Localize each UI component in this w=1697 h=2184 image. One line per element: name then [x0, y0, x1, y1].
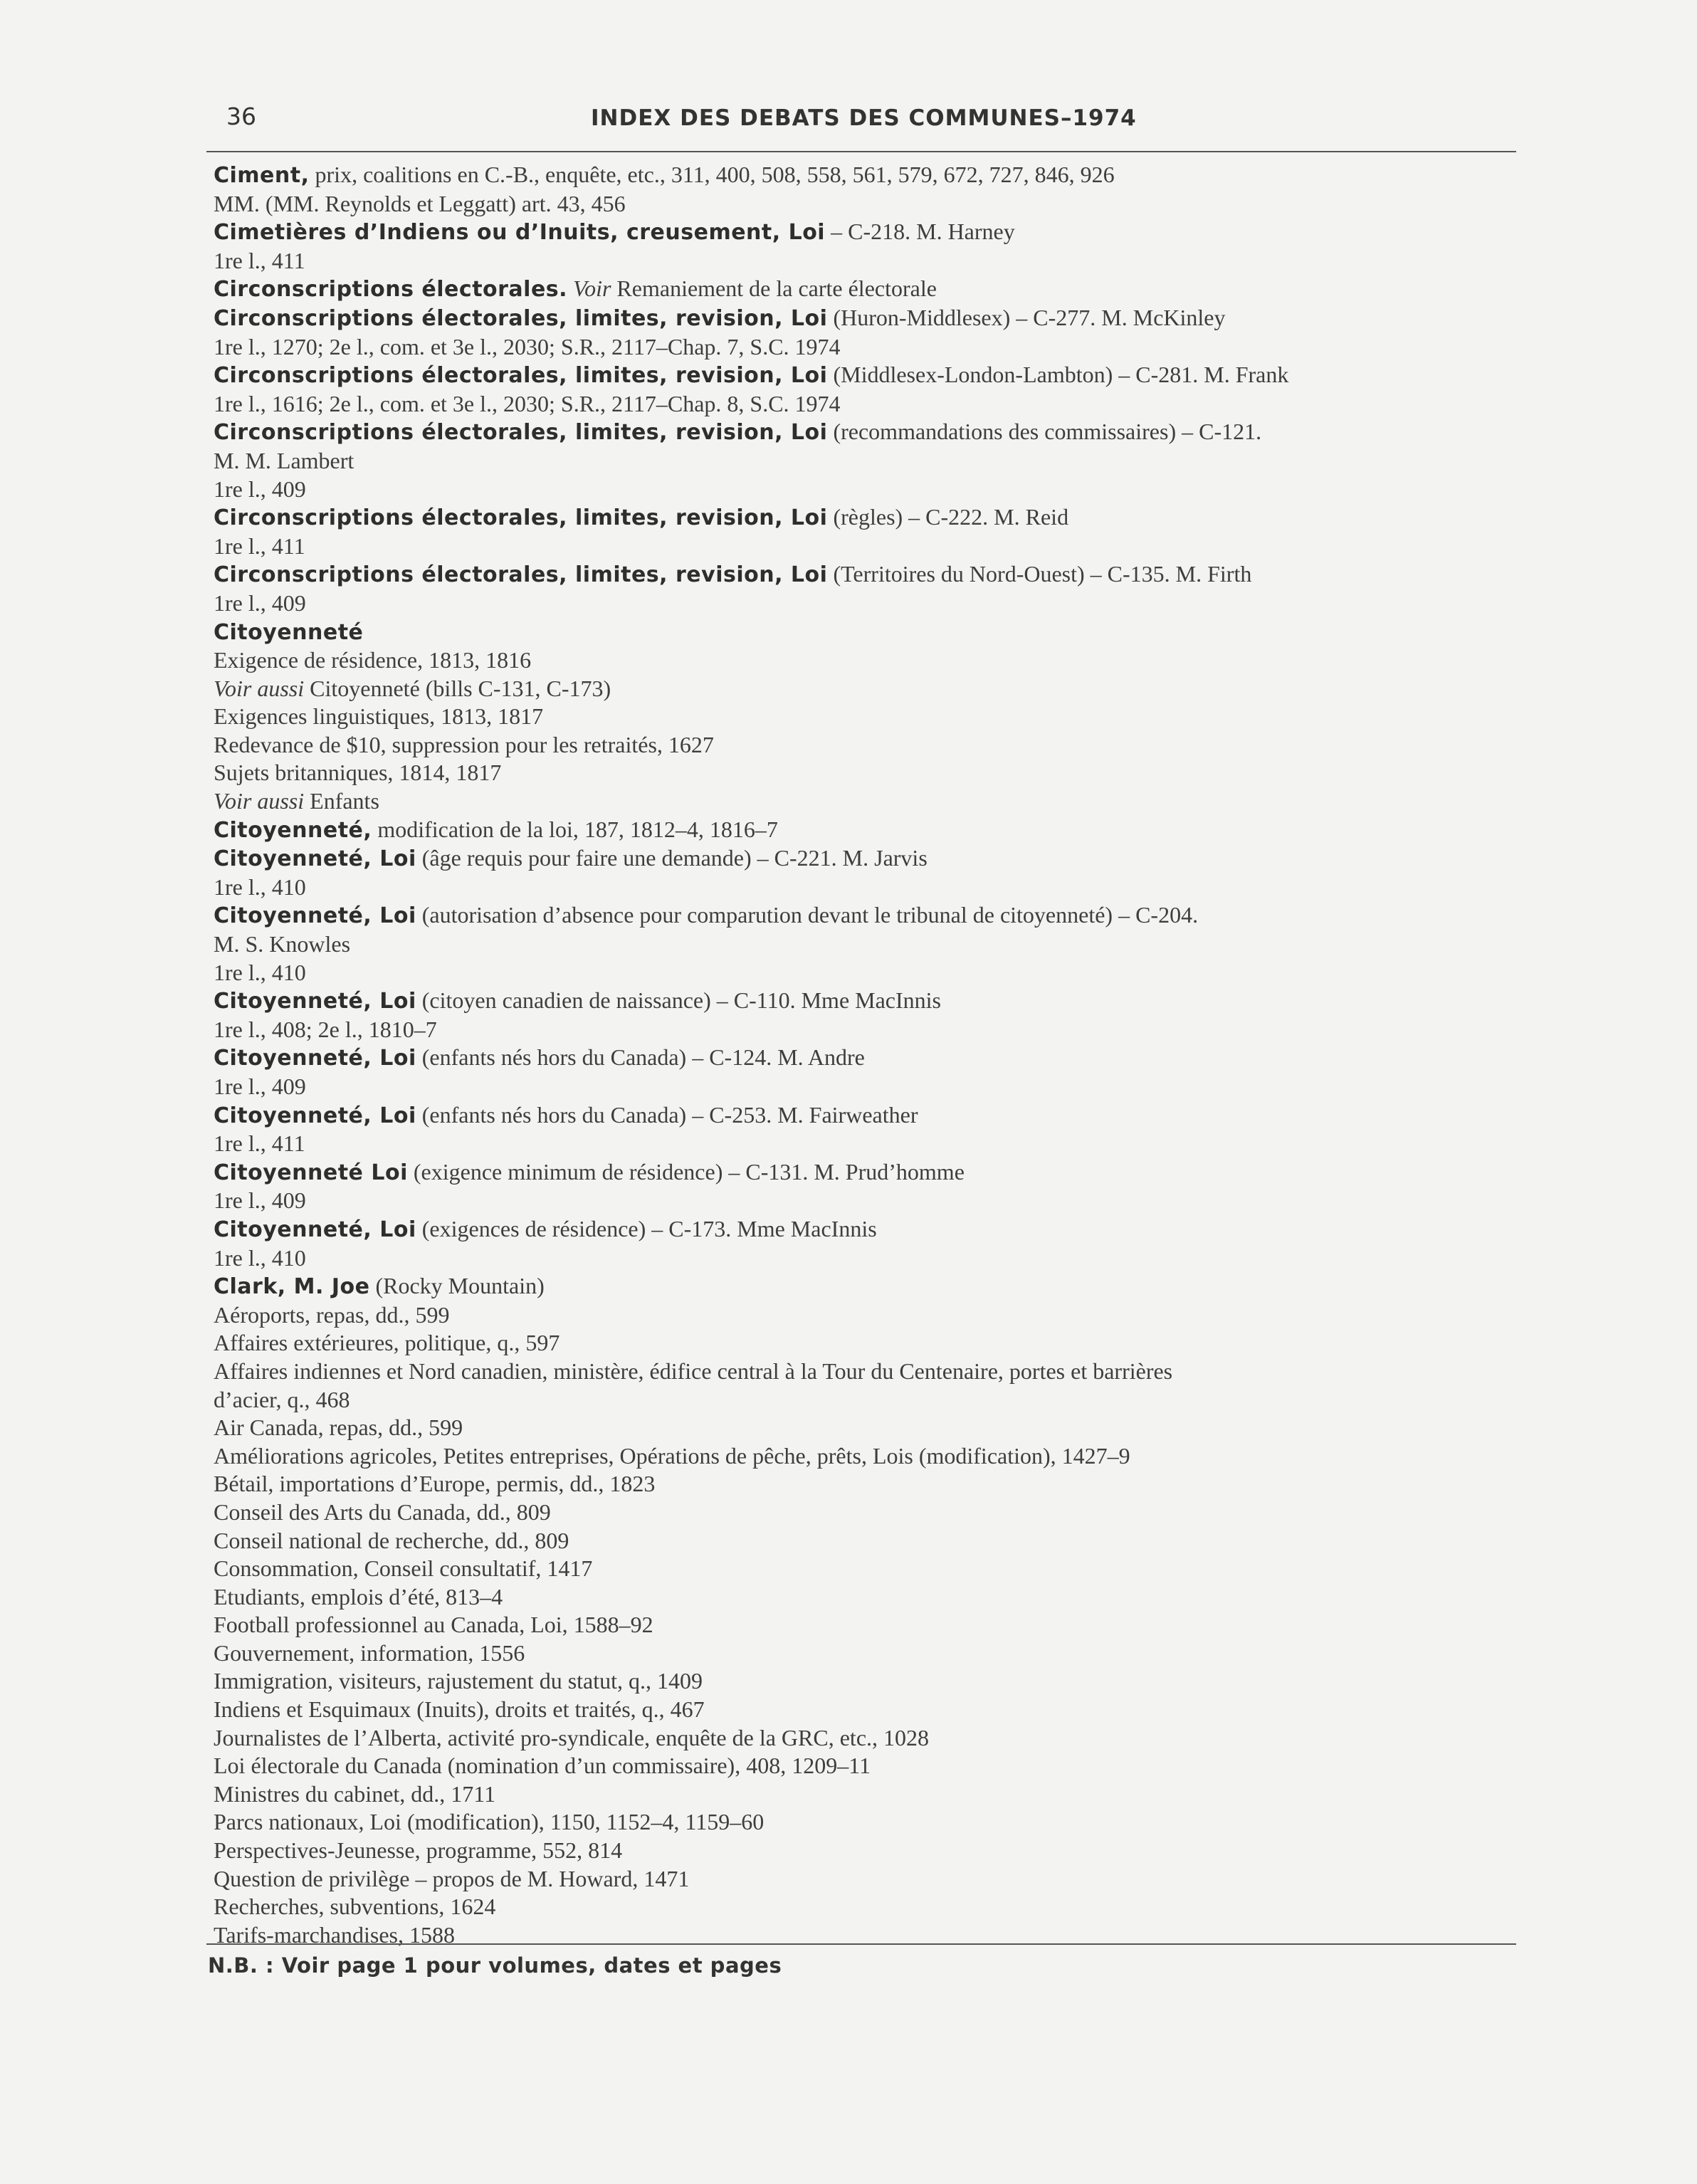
entry-text: Améliorations agricoles, Petites entreprises, Opérations de pêche, prêts, Lois (modification), 1427–9 — [214, 1442, 1130, 1469]
entry-text: Parcs nationaux, Loi (modification), 1150, 1152–4, 1159–60 — [214, 1809, 765, 1835]
index-entry — [214, 618, 1509, 647]
index-subline — [214, 1414, 1509, 1442]
entry-text: (âge requis pour faire une demande) – C-221. M. Jarvis — [416, 845, 928, 871]
index-entry — [214, 361, 1509, 390]
index-list — [214, 161, 1509, 1949]
index-entry — [214, 1101, 1509, 1130]
index-subline — [214, 646, 1509, 675]
index-entry — [214, 1044, 1509, 1073]
index-subline — [214, 703, 1509, 731]
index-subline — [214, 1893, 1509, 1921]
index-subline — [214, 1442, 1509, 1471]
index-subline — [214, 930, 1509, 959]
index-subline — [214, 759, 1509, 787]
entry-text: d’acier, q., 468 — [214, 1386, 350, 1412]
entry-text: 1re l., 411 — [214, 247, 305, 273]
entry-text: 1re l., 409 — [214, 1187, 306, 1214]
entry-text: (citoyen canadien de naissance) – C-110. Mme MacInnis — [416, 987, 941, 1014]
index-entry — [214, 1158, 1509, 1187]
entry-heading: Citoyenneté, — [214, 817, 372, 843]
index-subline — [214, 1386, 1509, 1414]
entry-text: 1re l., 409 — [214, 476, 306, 502]
entry-text: Indiens et Esquimaux (Inuits), droits et traités, q., 467 — [214, 1696, 705, 1723]
entry-text: Exigence de résidence, 1813, 1816 — [214, 647, 532, 673]
index-subline — [214, 731, 1509, 760]
index-entry — [214, 844, 1509, 873]
index-subline — [214, 873, 1509, 902]
index-entry — [214, 418, 1509, 447]
entry-text: M. M. Lambert — [214, 447, 354, 473]
index-subline — [214, 447, 1509, 476]
entry-text: (Huron-Middlesex) – C-277. M. McKinley — [827, 304, 1226, 330]
index-subline — [214, 1498, 1509, 1527]
entry-text: 1re l., 411 — [214, 532, 305, 559]
entry-text: Consommation, Conseil consultatif, 1417 — [214, 1555, 593, 1582]
entry-text: 1re l., 409 — [214, 589, 306, 616]
entry-text: Conseil national de recherche, dd., 809 — [214, 1527, 569, 1553]
entry-heading: Citoyenneté — [214, 619, 364, 645]
entry-text: Air Canada, repas, dd., 599 — [214, 1414, 463, 1441]
entry-text: 1re l., 410 — [214, 1244, 306, 1271]
index-subline — [214, 1016, 1509, 1044]
entry-text: 1re l., 411 — [214, 1130, 305, 1157]
index-entry — [214, 560, 1509, 589]
entry-text: modification de la loi, 187, 1812–4, 1816–7 — [372, 816, 778, 842]
index-subline — [214, 1921, 1509, 1950]
index-subline — [214, 1329, 1509, 1358]
entry-text: (Territoires du Nord-Ouest) – C-135. M. Firth — [827, 561, 1252, 587]
entry-heading: Citoyenneté, Loi — [214, 1103, 416, 1128]
index-subline — [214, 1555, 1509, 1583]
index-subline — [214, 589, 1509, 618]
index-subline — [214, 1611, 1509, 1639]
index-subline — [214, 1808, 1509, 1837]
index-subline — [214, 333, 1509, 362]
entry-see-ref: Voir aussi — [214, 788, 305, 814]
entry-text: Perspectives-Jeunesse, programme, 552, 814 — [214, 1837, 623, 1864]
entry-heading: Circonscriptions électorales, limites, revision, Loi — [214, 363, 828, 389]
index-entry — [214, 304, 1509, 333]
entry-text: Remaniement de la carte électorale — [611, 275, 937, 302]
index-subline — [214, 1130, 1509, 1158]
entry-text: (Rocky Mountain) — [369, 1273, 545, 1299]
entry-text: (enfants nés hors du Canada) – C-253. M. Fairweather — [416, 1101, 918, 1128]
entry-heading: Citoyenneté, Loi — [214, 1217, 416, 1242]
entry-text: Recherches, subventions, 1624 — [214, 1894, 496, 1920]
index-subline — [214, 1244, 1509, 1273]
entry-text: Exigences linguistiques, 1813, 1817 — [214, 703, 544, 730]
entry-heading: Circonscriptions électorales, limites, revision, Loi — [214, 305, 828, 331]
entry-text: Question de privilège – propos de M. Howard, 1471 — [214, 1865, 690, 1891]
index-subline — [214, 1301, 1509, 1330]
page-number: 36 — [226, 103, 256, 130]
entry-text: 1re l., 1616; 2e l., com. et 3e l., 2030; S.R., 2117–Chap. 8, S.C. 1974 — [214, 390, 841, 416]
entry-text: Ministres du cabinet, dd., 1711 — [214, 1780, 496, 1807]
entry-heading: Citoyenneté, Loi — [214, 903, 416, 929]
page-title: INDEX DES DEBATS DES COMMUNES–1974 — [591, 105, 1137, 131]
entry-text: MM. (MM. Reynolds et Leggatt) art. 43, 456 — [214, 190, 626, 216]
entry-text: Etudiants, emplois d’été, 813–4 — [214, 1583, 503, 1610]
index-subline — [214, 1358, 1509, 1386]
entry-text: (exigences de résidence) – C-173. Mme MacInnis — [416, 1215, 877, 1241]
entry-text: Immigration, visiteurs, rajustement du statut, q., 1409 — [214, 1668, 703, 1694]
entry-text: (autorisation d’absence pour comparution devant le tribunal de citoyenneté) – C-204. — [416, 902, 1199, 928]
index-subline — [214, 1752, 1509, 1780]
index-subline — [214, 390, 1509, 419]
entry-text: Loi électorale du Canada (nomination d’un commissaire), 408, 1209–11 — [214, 1753, 871, 1779]
index-entry — [214, 218, 1509, 247]
entry-text: Gouvernement, information, 1556 — [214, 1639, 525, 1666]
index-entry — [214, 1215, 1509, 1244]
entry-text: Bétail, importations d’Europe, permis, dd., 1823 — [214, 1471, 656, 1497]
entry-heading: Citoyenneté, Loi — [214, 989, 416, 1014]
index-entry — [214, 1272, 1509, 1301]
index-entry — [214, 987, 1509, 1016]
entry-text: Conseil des Arts du Canada, dd., 809 — [214, 1498, 551, 1525]
entry-text: 1re l., 409 — [214, 1073, 306, 1099]
index-subline — [214, 1583, 1509, 1612]
entry-text: (enfants nés hors du Canada) – C-124. M. Andre — [416, 1044, 865, 1071]
index-entry — [214, 275, 1509, 304]
index-subline — [214, 1865, 1509, 1894]
entry-text: Enfants — [304, 788, 379, 814]
entry-text: Affaires indiennes et Nord canadien, ministère, édifice central à la Tour du Centenaire, portes et barrières — [214, 1358, 1173, 1384]
footnote: N.B. : Voir page 1 pour volumes, dates et pages — [208, 1953, 782, 1978]
entry-heading: Citoyenneté, Loi — [214, 846, 416, 872]
index-subline — [214, 1667, 1509, 1696]
index-subline — [214, 1696, 1509, 1724]
entry-text: Affaires extérieures, politique, q., 597 — [214, 1330, 560, 1356]
entry-heading: Circonscriptions électorales. — [214, 277, 568, 303]
footer-rule — [206, 1943, 1516, 1945]
entry-text: (exigence minimum de résidence) – C-131. M. Prud’homme — [407, 1158, 965, 1185]
index-subline — [214, 1639, 1509, 1668]
entry-text: Tarifs-marchandises, 1588 — [214, 1921, 455, 1948]
entry-heading: Circonscriptions électorales, limites, revision, Loi — [214, 420, 828, 446]
index-entry — [214, 161, 1509, 190]
entry-heading: Citoyenneté Loi — [214, 1160, 408, 1185]
index-subline — [214, 959, 1509, 987]
index-subline — [214, 1724, 1509, 1753]
entry-text: Citoyenneté (bills C-131, C-173) — [304, 675, 611, 701]
header-rule — [206, 151, 1516, 152]
entry-text: Journalistes de l’Alberta, activité pro-syndicale, enquête de la GRC, etc., 1028 — [214, 1724, 930, 1750]
index-subline — [214, 787, 1509, 816]
entry-heading: Circonscriptions électorales, limites, revision, Loi — [214, 505, 828, 531]
index-subline — [214, 1470, 1509, 1498]
index-subline — [214, 1187, 1509, 1215]
index-subline — [214, 675, 1509, 703]
entry-heading: Clark, M. Joe — [214, 1274, 370, 1300]
index-subline — [214, 1527, 1509, 1555]
entry-text: 1re l., 410 — [214, 873, 306, 900]
entry-heading: Ciment, — [214, 163, 310, 188]
entry-text: M. S. Knowles — [214, 931, 351, 957]
entry-text: Sujets britanniques, 1814, 1817 — [214, 760, 502, 786]
entry-text: Aéroports, repas, dd., 599 — [214, 1301, 450, 1328]
index-entry — [214, 503, 1509, 532]
index-entry — [214, 816, 1509, 845]
entry-text: (règles) – C-222. M. Reid — [827, 504, 1069, 530]
entry-text: Redevance de $10, suppression pour les retraités, 1627 — [214, 731, 714, 757]
index-subline — [214, 247, 1509, 275]
index-entry — [214, 901, 1509, 930]
entry-see-ref: Voir aussi — [214, 675, 305, 701]
entry-text: Football professionnel au Canada, Loi, 1588–92 — [214, 1612, 653, 1638]
entry-see-ref: Voir — [567, 275, 611, 302]
entry-text: 1re l., 410 — [214, 959, 306, 985]
index-subline — [214, 1780, 1509, 1809]
index-subline — [214, 190, 1509, 219]
entry-text: – C-218. M. Harney — [825, 219, 1015, 245]
entry-text: (Middlesex-London-Lambton) – C-281. M. Frank — [827, 362, 1289, 388]
index-subline — [214, 532, 1509, 561]
entry-heading: Citoyenneté, Loi — [214, 1046, 416, 1071]
entry-text: 1re l., 408; 2e l., 1810–7 — [214, 1016, 437, 1042]
index-subline — [214, 476, 1509, 504]
entry-text: 1re l., 1270; 2e l., com. et 3e l., 2030; S.R., 2117–Chap. 7, S.C. 1974 — [214, 333, 841, 359]
index-subline — [214, 1837, 1509, 1865]
entry-heading: Circonscriptions électorales, limites, revision, Loi — [214, 562, 828, 588]
index-subline — [214, 1073, 1509, 1101]
entry-text: prix, coalitions en C.-B., enquête, etc., 311, 400, 508, 558, 561, 579, 672, 727, 846, 926 — [309, 162, 1115, 187]
entry-text: (recommandations des commissaires) – C-121. — [827, 419, 1262, 445]
entry-heading: Cimetières d’Indiens ou d’Inuits, creusement, Loi — [214, 220, 826, 246]
